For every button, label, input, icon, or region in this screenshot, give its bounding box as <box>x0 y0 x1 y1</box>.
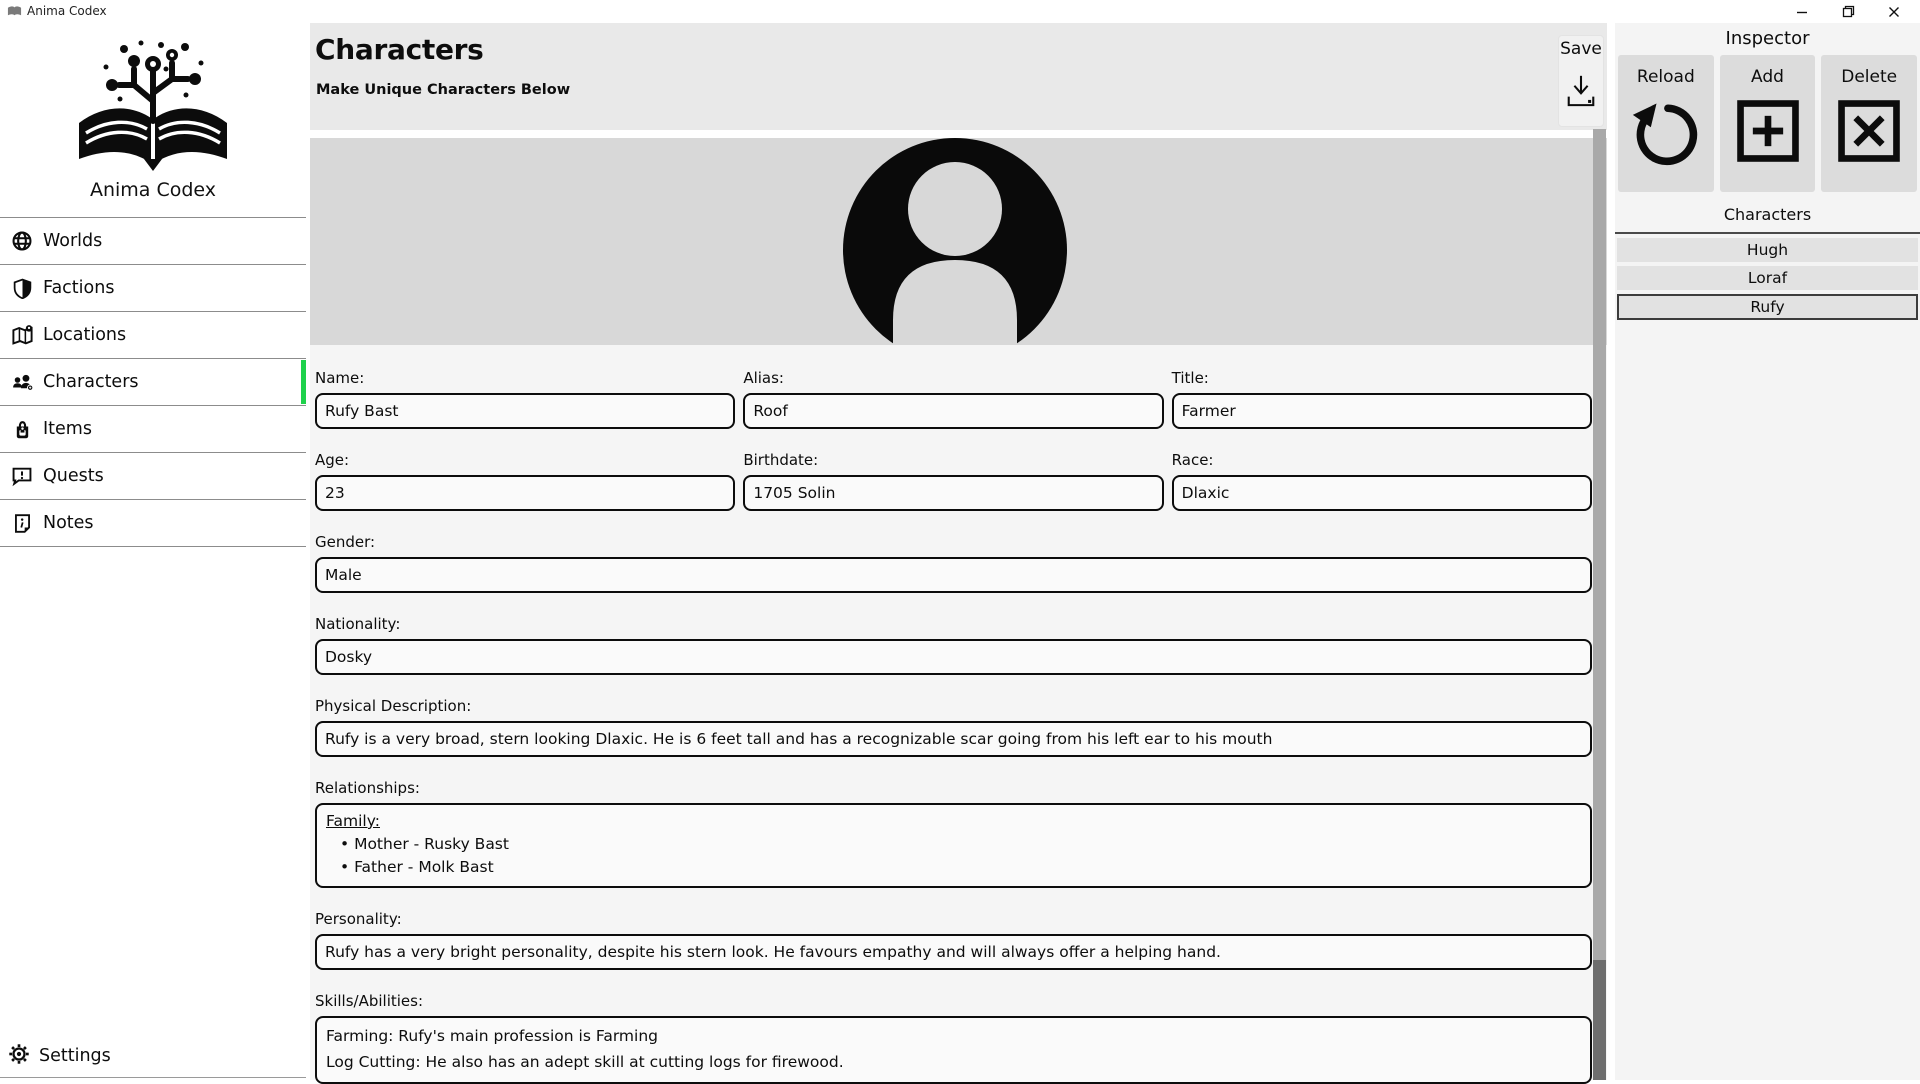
title-label: Title: <box>1171 369 1209 387</box>
nationality-input[interactable] <box>315 639 1592 675</box>
physical-description-input[interactable] <box>315 721 1592 757</box>
sidebar-item-quests[interactable] <box>0 453 306 500</box>
physical-description-label: Physical Description: <box>315 697 472 715</box>
skill-line: Log Cutting: He also has an adept skill at cutting logs for firewood. <box>326 1053 844 1071</box>
note-icon <box>10 511 34 535</box>
window-title: Anima Codex <box>27 4 107 18</box>
skills-label: Skills/Abilities: <box>315 992 424 1010</box>
sidebar-item-settings[interactable] <box>0 1035 306 1078</box>
birthdate-input[interactable] <box>743 475 1163 511</box>
reload-button[interactable] <box>1618 55 1714 192</box>
gender-input[interactable] <box>315 557 1592 593</box>
nationality-label: Nationality: <box>315 615 401 633</box>
relationships-textarea[interactable] <box>315 803 1592 888</box>
sidebar-item-label: Notes <box>43 513 94 533</box>
restore-icon <box>1842 5 1855 18</box>
add-icon <box>1732 95 1804 167</box>
close-icon <box>1888 6 1900 18</box>
window-controls <box>1792 0 1904 23</box>
character-list-item-rufy[interactable]: Rufy <box>1617 294 1918 320</box>
inspector-toolbar <box>1615 49 1920 192</box>
people-icon <box>10 370 34 394</box>
sidebar-item-label: Characters <box>43 372 139 392</box>
personality-label: Personality: <box>315 910 402 928</box>
inspector-title: Inspector <box>1725 28 1810 49</box>
inspector-panel <box>1615 23 1920 1080</box>
alias-label: Alias: <box>743 369 784 387</box>
minimize-icon <box>1796 6 1808 18</box>
relationships-group-heading: Family: <box>326 812 380 830</box>
race-label: Race: <box>1171 451 1214 469</box>
delete-icon <box>1833 95 1905 167</box>
sidebar-item-label: Factions <box>43 278 115 298</box>
character-form <box>310 345 1607 1080</box>
page-subtitle: Make Unique Characters Below <box>316 82 571 98</box>
avatar-placeholder-icon <box>310 138 1607 345</box>
sidebar <box>0 23 306 1080</box>
age-label: Age: <box>315 451 350 469</box>
shield-icon <box>10 276 34 300</box>
sidebar-item-worlds[interactable] <box>0 218 306 265</box>
delete-button[interactable] <box>1821 55 1917 192</box>
name-input[interactable] <box>315 393 735 429</box>
personality-input[interactable] <box>315 934 1592 970</box>
save-button-label: Save <box>1560 39 1602 59</box>
sidebar-item-label: Quests <box>43 466 104 486</box>
sidebar-item-factions[interactable] <box>0 265 306 312</box>
sidebar-item-locations[interactable] <box>0 312 306 359</box>
characters-list-title: Characters <box>1615 198 1920 234</box>
gender-label: Gender: <box>315 533 376 551</box>
close-button[interactable] <box>1884 2 1904 22</box>
main-scrollbar-thumb[interactable] <box>1593 960 1606 1080</box>
sidebar-item-notes[interactable] <box>0 500 306 547</box>
character-list-item-loraf[interactable]: Loraf <box>1617 266 1918 290</box>
sidebar-item-items[interactable] <box>0 406 306 453</box>
reload-button-label: Reload <box>1636 67 1695 87</box>
add-button[interactable] <box>1720 55 1816 192</box>
sidebar-item-label: Worlds <box>43 231 103 251</box>
sidebar-item-label: Locations <box>43 325 127 345</box>
titlebar <box>0 0 1920 23</box>
skills-textarea[interactable] <box>315 1016 1592 1084</box>
reload-icon <box>1630 95 1702 167</box>
app-logo <box>73 37 233 171</box>
settings-label: Settings <box>39 1046 111 1066</box>
add-button-label: Add <box>1751 67 1784 87</box>
age-input[interactable] <box>315 475 735 511</box>
birthdate-label: Birthdate: <box>743 451 819 469</box>
title-input[interactable] <box>1172 393 1592 429</box>
minimize-button[interactable] <box>1792 2 1812 22</box>
quest-bubble-icon <box>10 464 34 488</box>
app-icon <box>7 4 22 23</box>
map-pin-icon <box>10 323 34 347</box>
restore-button[interactable] <box>1838 2 1858 22</box>
sidebar-nav <box>0 217 306 547</box>
alias-input[interactable] <box>743 393 1163 429</box>
gear-icon <box>8 1043 30 1070</box>
delete-button-label: Delete <box>1841 67 1898 87</box>
relationship-bullet: • Father - Molk Bast <box>340 858 494 876</box>
skill-line: Farming: Rufy's main profession is Farming <box>326 1027 658 1045</box>
backpack-icon <box>10 417 34 441</box>
save-button[interactable] <box>1558 35 1604 127</box>
character-portrait-banner[interactable] <box>310 138 1607 345</box>
main-scrollbar-track[interactable] <box>1593 129 1606 1080</box>
race-input[interactable] <box>1172 475 1592 511</box>
relationship-bullet: • Mother - Rusky Bast <box>340 835 509 853</box>
page-title: Characters <box>315 33 484 66</box>
save-download-icon <box>1564 71 1598 109</box>
name-label: Name: <box>315 369 365 387</box>
relationships-label: Relationships: <box>315 779 420 797</box>
globe-icon <box>10 229 34 253</box>
sidebar-item-characters[interactable] <box>0 359 306 406</box>
main-header <box>310 23 1607 130</box>
sidebar-item-label: Items <box>43 419 92 439</box>
sidebar-app-name: Anima Codex <box>89 179 217 201</box>
character-list-item-hugh[interactable]: Hugh <box>1617 238 1918 262</box>
